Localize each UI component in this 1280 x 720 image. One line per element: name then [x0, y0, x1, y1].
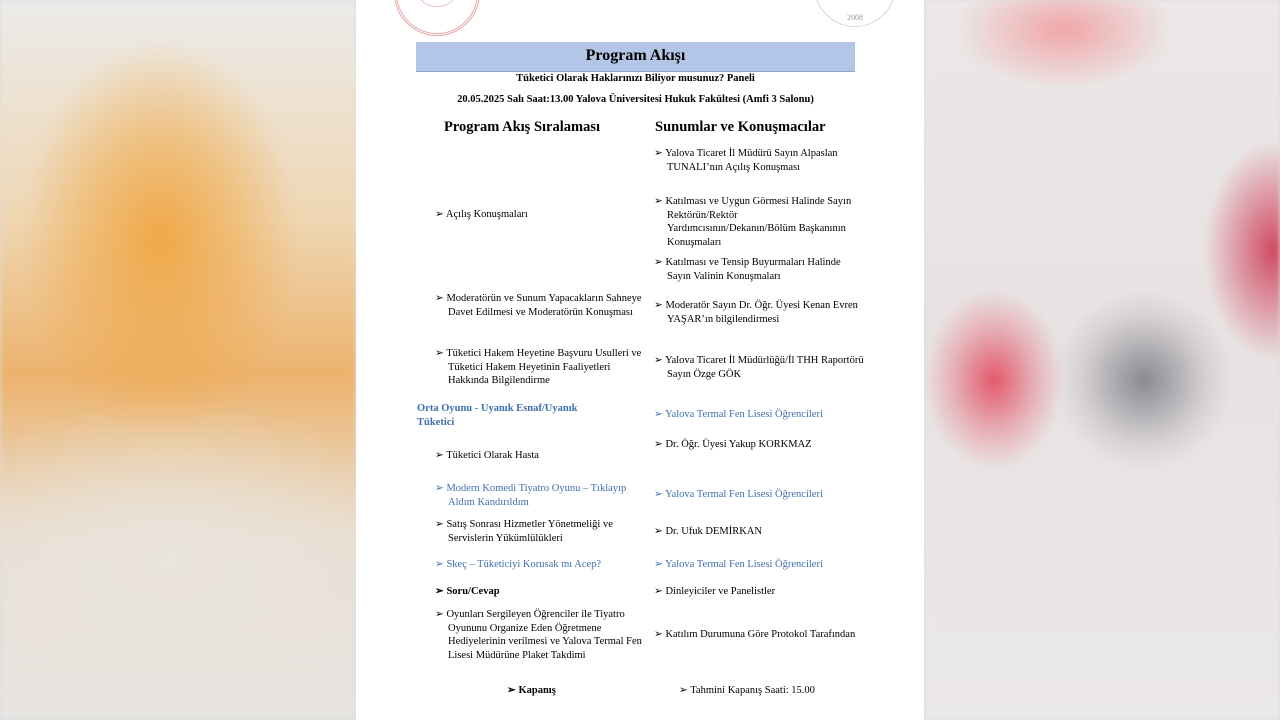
- panel-date-location: 20.05.2025 Salı Saat:13.00 Yalova Üniversitesi Hukuk Fakültesi (Amfi 3 Salonu): [457, 94, 814, 105]
- university-seal-logo: [814, 0, 896, 27]
- speaker-demirkan: ➢ Dr. Ufuk DEMİRKAN: [654, 526, 762, 537]
- speaker-dinleyiciler: ➢ Dinleyiciler ve Panelistler: [654, 586, 776, 597]
- arrow-bullet-icon: ➢: [507, 685, 516, 696]
- arrow-bullet-icon: ➢: [654, 559, 663, 570]
- arrow-bullet-icon: ➢: [435, 483, 444, 494]
- speaker-ticaret-muduru: ➢ Yalova Ticaret İl Müdürü Sayın Alpaslan TUNALI’nın Açılış Konuşması: [654, 148, 838, 173]
- list-item-moderator: ➢ Moderatörün ve Sunum Yapacakların Sahneye Davet Edilmesi ve Moderatörün Konuşması: [435, 293, 642, 318]
- list-item-komedi: ➢ Modern Komedi Tiyatro Oyunu – Tıklayıp Aldım Kandırıldım: [435, 483, 627, 508]
- arrow-bullet-icon: ➢: [679, 685, 688, 696]
- list-item-kapanis: ➢ Kapanış: [507, 685, 556, 696]
- arrow-bullet-icon: ➢: [435, 293, 444, 304]
- arrow-bullet-icon: ➢: [654, 148, 663, 159]
- arrow-bullet-icon: ➢: [435, 609, 444, 620]
- arrow-bullet-icon: ➢: [435, 450, 444, 461]
- speaker-vali: ➢ Katılması ve Tensip Buyurmaları Halinde Sayın Valinin Konuşmaları: [654, 257, 841, 282]
- list-item-orta-oyunu: Orta Oyunu - Uyanık Esnaf/Uyanık Tüketici: [417, 403, 578, 428]
- list-item-acilis: ➢ Açılış Konuşmaları: [435, 209, 528, 220]
- arrow-bullet-icon: ➢: [654, 257, 663, 268]
- speaker-termal-3: ➢ Yalova Termal Fen Lisesi Öğrencileri: [654, 559, 823, 570]
- arrow-bullet-icon: ➢: [435, 559, 444, 570]
- page-title: Program Akışı: [416, 42, 855, 72]
- arrow-bullet-icon: ➢: [435, 519, 444, 530]
- speaker-tahmini-kapanis: ➢ Tahmini Kapanış Saati: 15.00: [679, 685, 815, 696]
- arrow-bullet-icon: ➢: [654, 196, 663, 207]
- arrow-bullet-icon: ➢: [654, 355, 663, 366]
- blurred-background-right: [924, 0, 1280, 720]
- seal-year: 2008: [847, 13, 863, 22]
- list-item-soru: ➢ Soru/Cevap: [435, 586, 500, 597]
- list-item-satis: ➢ Satış Sonrası Hizmetler Yönetmeliği ve Servislerin Yükümlülükleri: [435, 519, 613, 544]
- speaker-termal-1: ➢ Yalova Termal Fen Lisesi Öğrencileri: [654, 409, 823, 420]
- arrow-bullet-icon: ➢: [654, 629, 663, 640]
- left-column-heading: Program Akış Sıralaması: [444, 119, 601, 135]
- ministry-seal-logo: [394, 0, 480, 36]
- blurred-background-left: [0, 0, 356, 720]
- speaker-ozge: ➢ Yalova Ticaret İl Müdürlüğü/İl THH Raportörü Sayın Özge GÖK: [654, 355, 864, 380]
- arrow-bullet-icon: ➢: [435, 586, 444, 597]
- right-column-heading: Sunumlar ve Konuşmacılar: [655, 119, 826, 135]
- arrow-bullet-icon: ➢: [654, 439, 663, 450]
- list-item-skec: ➢ Skeç – Tüketiciyi Korusak mı Acep?: [435, 559, 602, 570]
- arrow-bullet-icon: ➢: [654, 526, 663, 537]
- arrow-bullet-icon: ➢: [654, 586, 663, 597]
- arrow-bullet-icon: ➢: [654, 300, 663, 311]
- arrow-bullet-icon: ➢: [654, 409, 663, 420]
- program-document: [356, 0, 924, 720]
- list-item-hakem: ➢ Tüketici Hakem Heyetine Başvuru Usulleri ve Tüketici Hakem Heyetinin Faaliyetleri Hakkında Bilgilendirme: [435, 348, 642, 386]
- speaker-korkmaz: ➢ Dr. Öğr. Üyesi Yakup KORKMAZ: [654, 439, 812, 450]
- list-item-hasta: ➢ Tüketici Olarak Hasta: [435, 450, 539, 461]
- arrow-bullet-icon: ➢: [654, 489, 663, 500]
- speaker-termal-2: ➢ Yalova Termal Fen Lisesi Öğrencileri: [654, 489, 823, 500]
- list-item-oyunlar: ➢ Oyunları Sergileyen Öğrenciler ile Tiyatro Oyununu Organize Eden Öğretmene Hediyelerinin verilmesi ve Yalova Termal Fen Lisesi Müdürüne Plaket Takdimi: [435, 609, 642, 661]
- arrow-bullet-icon: ➢: [435, 209, 444, 220]
- arrow-bullet-icon: ➢: [435, 348, 444, 359]
- speaker-rektor: ➢ Katılması ve Uygun Görmesi Halinde Sayın Rektörün/Rektör Yardımcısının/Dekanın/Bölüm Başkanının Konuşmaları: [654, 196, 852, 248]
- speaker-moderator-kenan: ➢ Moderatör Sayın Dr. Öğr. Üyesi Kenan Evren YAŞAR’ın bilgilendirmesi: [654, 300, 858, 325]
- speaker-protokol: ➢ Katılım Durumuna Göre Protokol Tarafından: [654, 629, 856, 640]
- panel-name: Tüketici Olarak Haklarınızı Biliyor musunuz? Paneli: [516, 73, 755, 84]
